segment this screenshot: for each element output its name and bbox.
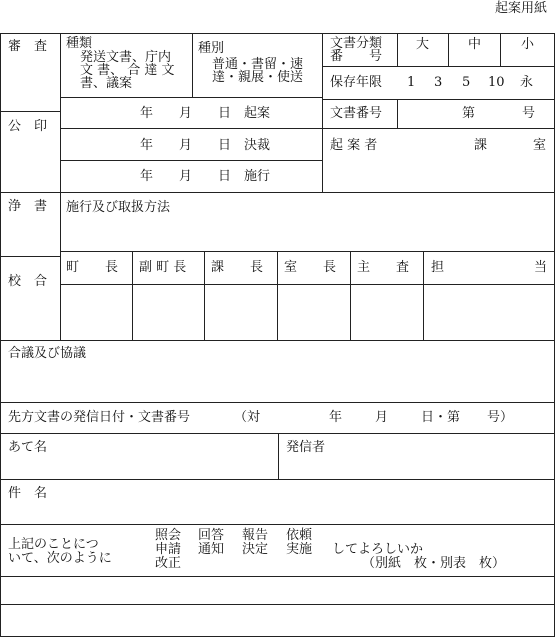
shurui-label: 種類 [66,36,93,51]
divider [60,284,555,285]
form-title: 起案用紙 [494,1,547,16]
sakigata-go: 号） [487,410,514,425]
josho-label: 浄 書 [8,199,48,214]
kiansha-label: 起 案 者 [330,138,378,153]
divider [192,33,193,98]
bunrui-large: 大 [416,37,430,52]
divider [397,33,398,67]
request-ending: してよろしいか [332,542,424,557]
request-options-col2: 回答 通知 [198,528,225,557]
divider [0,604,555,605]
bunsho-bango-go: 号 [522,106,536,121]
shurui-options: 発送文書、庁内 文 書、 合 達 文 書、議案 [80,50,175,91]
bunsho-bango-dai: 第 [462,106,476,121]
divider [448,33,449,67]
divider [60,160,322,161]
approver-tou: 当 [534,260,548,275]
divider [397,99,398,129]
shubetsu-label: 種別 [198,41,225,56]
divider [60,128,555,129]
approver-deputy-mayor: 副 町 長 [139,260,187,275]
divider [0,524,555,525]
bunrui-small: 小 [521,37,535,52]
border-left [0,33,1,637]
bunsho-bango-label: 文書番号 [330,106,383,121]
request-options-col1: 照会 申請 改正 [155,528,182,571]
kian-date: 年 月 日 起案 [140,106,271,121]
divider [350,251,351,341]
shiko-method-label: 施行及び取扱方法 [66,200,171,215]
divider [278,433,279,480]
approver-tan: 担 [431,260,445,275]
divider [0,402,555,403]
divider [277,251,278,341]
kessai-date: 年 月 日 決裁 [140,138,271,153]
request-attachment: （別紙 枚・別表 枚） [362,556,506,571]
divider [322,66,555,67]
approver-office-chief: 室 長 [284,260,337,275]
hozon-year-10: 10 [488,75,505,90]
divider [0,192,555,193]
koin-label: 公 印 [8,119,48,134]
approver-mayor: 町 長 [66,260,119,275]
sakigata-nen: 年 [329,410,343,425]
divider [0,256,60,257]
divider [60,251,555,252]
border-top [0,33,555,34]
border-bottom [0,636,555,637]
bunrui-middle: 中 [468,37,482,52]
kogo-label: 校 合 [8,274,48,289]
sakigata-hi: 日・第 [421,410,461,425]
shiko-date: 年 月 日 施行 [140,169,271,184]
divider [204,251,205,341]
divider [60,97,322,98]
hozon-year-5: 5 [462,75,471,90]
sakigata-label: 先方文書の発信日付・文書番号 [8,410,191,425]
shubetsu-options: 普通・書留・速 達・親展・使送 [212,57,304,85]
hasshinsha-label: 発信者 [286,440,326,455]
divider [322,33,323,193]
shinsa-label: 審 査 [8,39,48,54]
divider [500,33,501,67]
divider [423,251,424,341]
kenmei-label: 件 名 [8,486,48,501]
label-column-divider [60,33,61,341]
kiansha-shitsu: 室 [533,138,547,153]
divider [0,111,60,112]
divider [322,99,555,100]
divider [132,251,133,341]
gogi-label: 合議及び協議 [8,346,87,361]
kiansha-ka: 課 [474,138,488,153]
hozon-year-3: 3 [434,75,443,90]
divider [0,576,555,577]
request-intro: 上記のことにつ いて、次のように [8,537,112,566]
approver-section-chief: 課 長 [211,260,264,275]
sakigata-tai: （対 [234,410,261,425]
atena-label: あて名 [8,440,48,455]
hozon-year-1: 1 [407,75,416,90]
hozon-year-permanent: 永 [520,75,534,90]
bunrui-label: 文書分類 番 号 [330,36,383,64]
hozon-label: 保存年限 [330,75,383,90]
sakigata-tsuki: 月 [375,410,389,425]
request-options-col3: 報告 決定 [242,528,269,557]
approver-supervisor: 主 査 [357,260,410,275]
request-options-col4: 依頼 実施 [286,528,313,557]
